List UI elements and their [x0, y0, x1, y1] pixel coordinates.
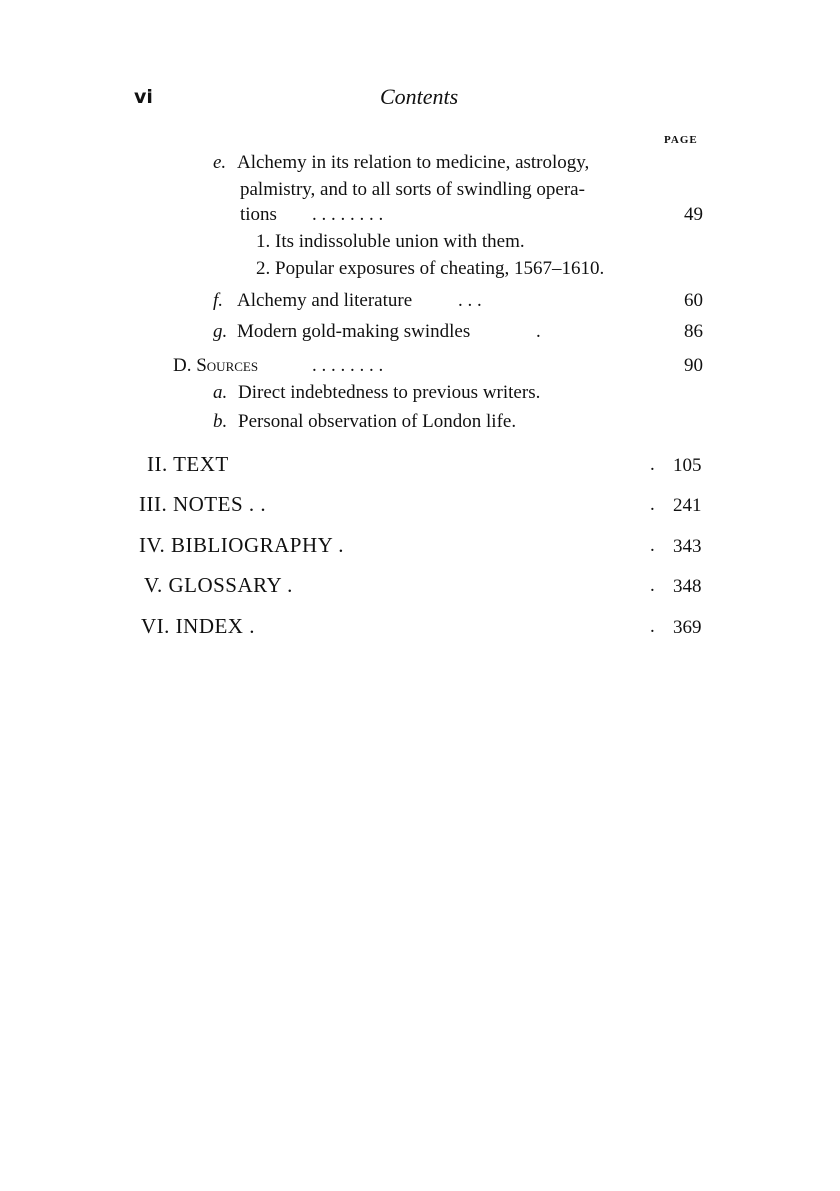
- entry-e-sub1: 1. Its indissoluble union with them.: [256, 231, 525, 252]
- part-notes-page: 241: [673, 495, 702, 516]
- part-glossary-label: V. GLOSSARY .: [144, 573, 293, 597]
- part-glossary-leader: .: [650, 575, 655, 596]
- entry-e-line1: Alchemy in its relation to medicine, astrology,: [237, 152, 590, 173]
- entry-d-b-letter: b.: [213, 411, 228, 432]
- entry-g-page: 86: [684, 321, 703, 342]
- page-column-label: PAGE: [664, 134, 698, 146]
- entry-d-a-text: Direct indebtedness to previous writers.: [238, 382, 541, 403]
- entry-d-label: D. Sources: [173, 355, 259, 376]
- entry-d-a-letter: a.: [213, 382, 228, 403]
- entry-e-line2: palmistry, and to all sorts of swindling opera-: [240, 179, 585, 200]
- entry-g-leader: .: [536, 321, 541, 342]
- part-bibliography-label: IV. BIBLIOGRAPHY .: [139, 533, 345, 557]
- part-index-leader: .: [650, 616, 655, 637]
- entry-f-page: 60: [684, 290, 703, 311]
- part-bibliography-page: 343: [673, 536, 702, 557]
- entry-f-leader: . . .: [458, 290, 482, 311]
- part-bibliography-leader: .: [650, 535, 655, 556]
- entry-e-sub2: 2. Popular exposures of cheating, 1567–1610.: [256, 258, 605, 279]
- part-index-label: VI. INDEX .: [141, 614, 255, 638]
- part-text-leader: .: [650, 454, 655, 475]
- part-text-label: II. TEXT: [147, 452, 229, 476]
- entry-g-label: Modern gold-making swindles: [237, 321, 471, 342]
- entry-e-leader: . . . . . . . .: [312, 204, 384, 225]
- entry-d-leader: . . . . . . . .: [312, 355, 384, 376]
- part-index-page: 369: [673, 617, 702, 638]
- entry-d-b-text: Personal observation of London life.: [238, 411, 517, 432]
- running-head: Contents: [380, 84, 459, 109]
- page-folio: vi: [134, 86, 153, 108]
- part-glossary-page: 348: [673, 576, 702, 597]
- entry-e-page: 49: [684, 204, 703, 225]
- entry-f-label: Alchemy and literature: [237, 290, 413, 311]
- part-text-page: 105: [673, 455, 702, 476]
- entry-f-letter: f.: [213, 290, 224, 311]
- entry-e-line3: tions: [240, 204, 277, 225]
- part-notes-label: III. NOTES . .: [139, 492, 267, 516]
- entry-d-page: 90: [684, 355, 703, 376]
- entry-g-letter: g.: [213, 321, 228, 342]
- part-notes-leader: .: [650, 494, 655, 515]
- entry-e-letter: e.: [213, 152, 227, 173]
